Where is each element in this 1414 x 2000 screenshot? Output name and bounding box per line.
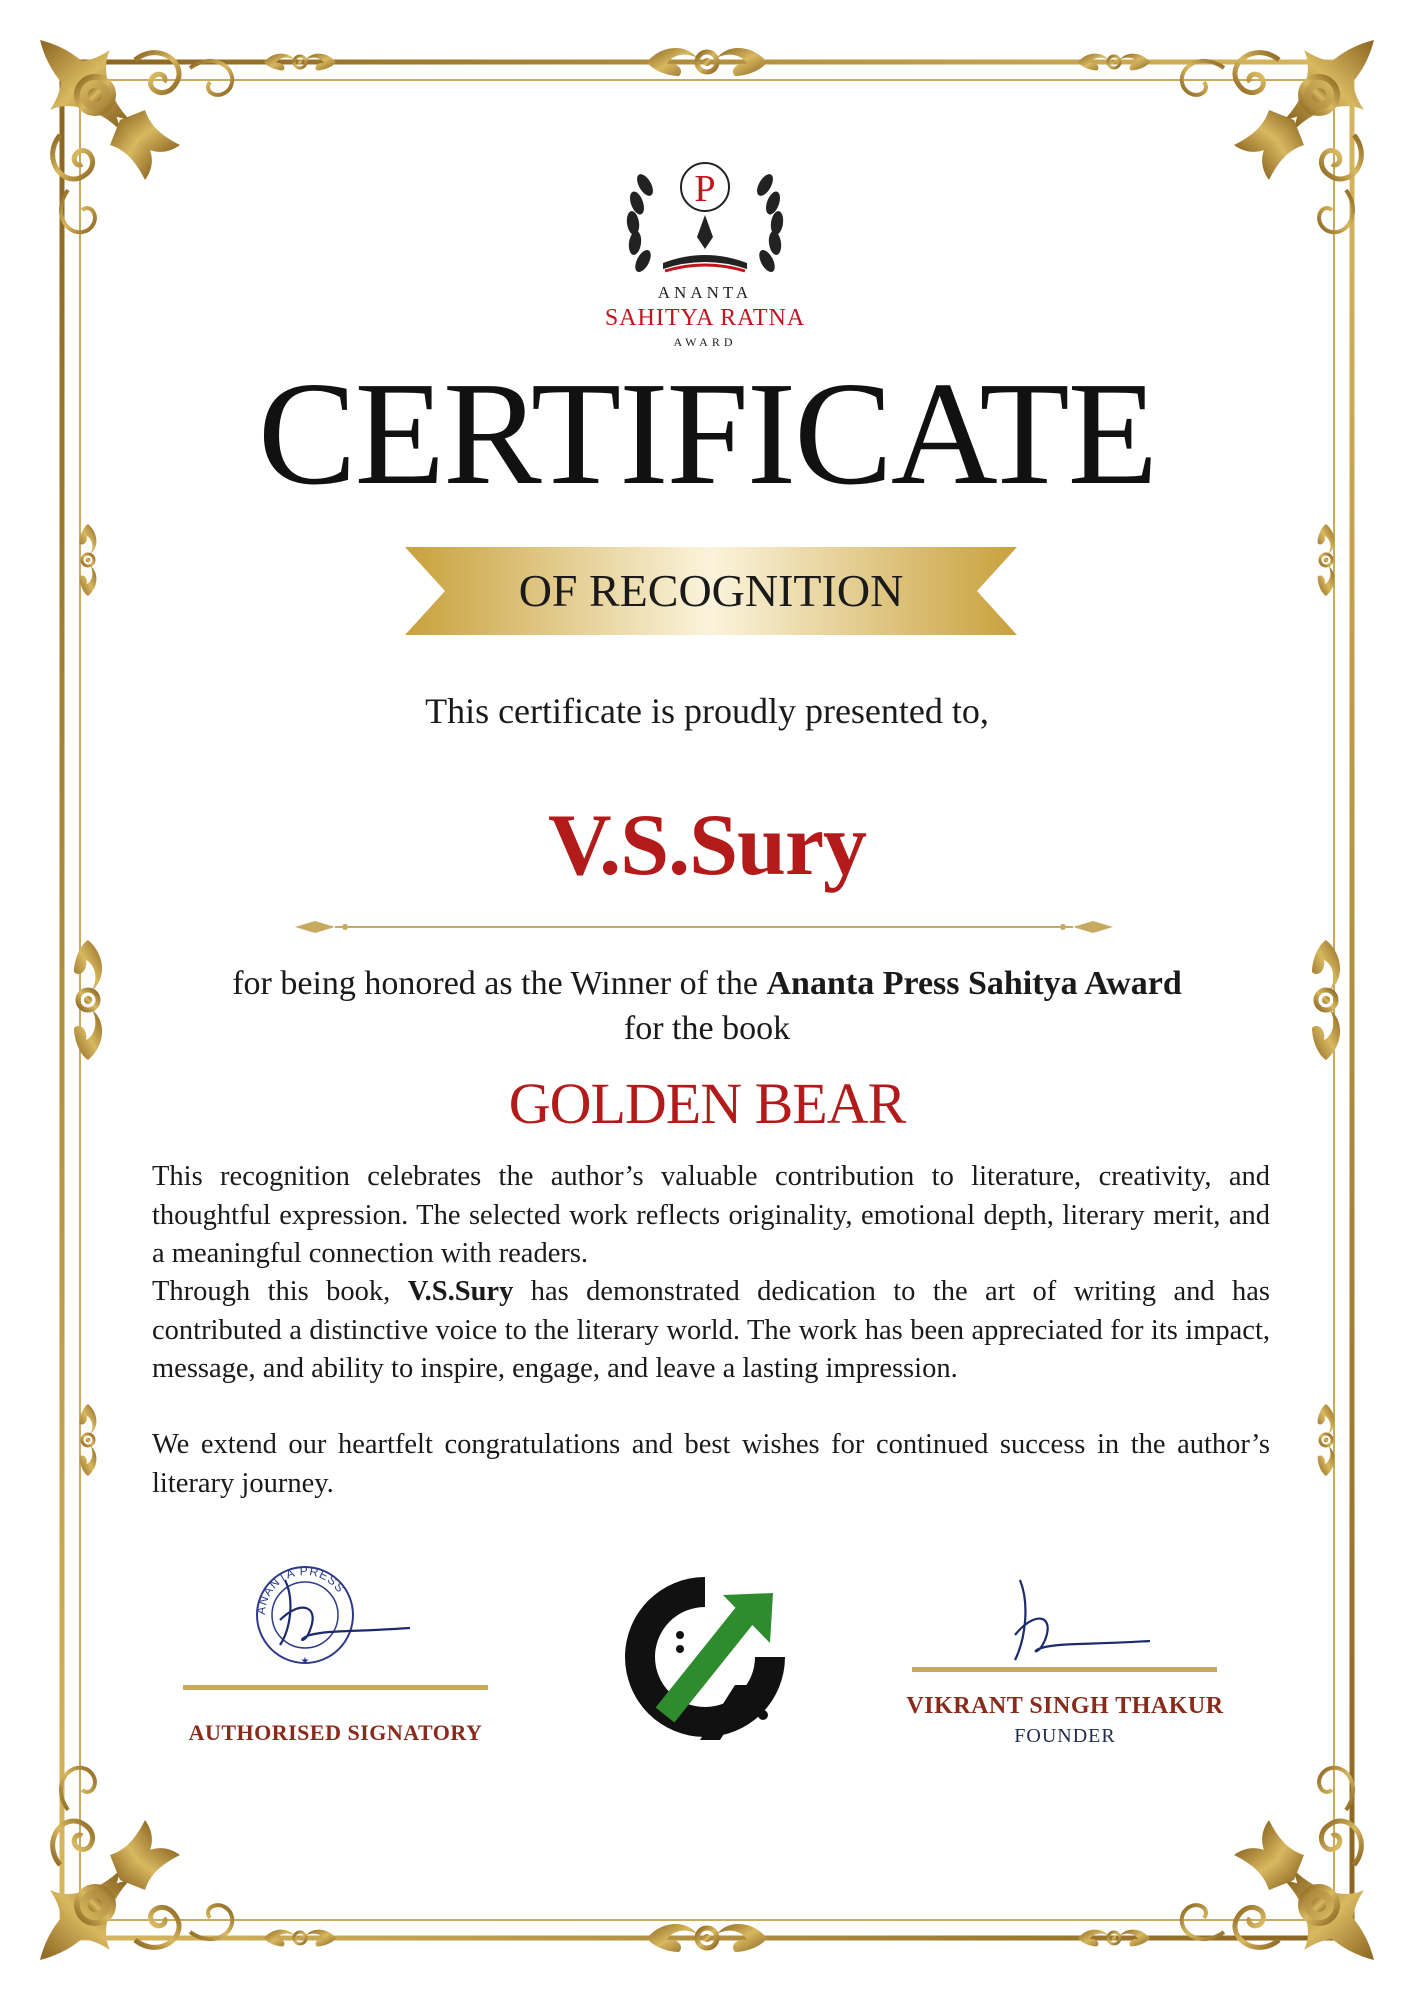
founder-name: VIKRANT SINGH THAKUR	[906, 1693, 1224, 1719]
body-paragraph-1: This recognition celebrates the author’s valuable contribution to literature, creativity, and thoughtful expression. The selected work reflects originality, emotional depth, literary merit, and a meaningful connection with readers.	[152, 1161, 1270, 1269]
seal-text: ANANTA PRESS	[253, 1563, 348, 1616]
honor-line-2: for the book	[623, 1010, 791, 1047]
ananta-press-growth-logo	[605, 1565, 805, 1750]
ornamental-divider	[295, 917, 1113, 937]
book-title: GOLDEN BEAR	[508, 1071, 906, 1136]
honor-line	[0, 965, 1414, 1003]
award-name: Ananta Press Sahitya Award	[766, 965, 1182, 1002]
company-seal	[250, 1560, 420, 1670]
award-logo	[585, 145, 825, 370]
honor-prefix: for being honored as the Winner of the	[232, 965, 767, 1002]
signature-line-left	[183, 1685, 488, 1690]
certificate-title: CERTIFICATE	[257, 352, 1157, 516]
logo-line-ananta: ANANTA	[657, 283, 753, 302]
p2-author-name: V.S.Sury	[407, 1276, 514, 1307]
logo-line-award: AWARD	[673, 335, 737, 349]
subtitle-of-recognition: OF RECOGNITION	[518, 565, 904, 616]
authorised-signatory-label: AUTHORISED SIGNATORY	[188, 1720, 483, 1745]
svg-text:P: P	[694, 168, 716, 210]
laurel-wreath-icon	[585, 145, 825, 285]
body-paragraph-3: We extend our heartfelt congratulations and best wishes for continued success in the author’s literary journey.	[152, 1429, 1270, 1499]
signature-line-right	[912, 1667, 1217, 1672]
body-paragraph-2	[152, 1273, 1270, 1389]
p2-suffix: has demonstrated dedication to the art of writing and has contributed a distinctive voice to the literary world. The work has been appreciated for its impact, message, and ability to inspire, engage, and leave a lasting impression.	[152, 1276, 1271, 1384]
founder-title: FOUNDER	[1014, 1725, 1116, 1747]
founder-signature	[980, 1565, 1160, 1675]
recipient-name: V.S.Sury	[547, 797, 867, 894]
presented-to-text: This certificate is proudly presented to,	[425, 691, 989, 731]
p2-prefix: Through this book,	[152, 1276, 408, 1307]
svg-text:★: ★	[300, 1656, 310, 1667]
logo-line-sahitya-ratna: SAHITYA RATNA	[604, 305, 806, 331]
